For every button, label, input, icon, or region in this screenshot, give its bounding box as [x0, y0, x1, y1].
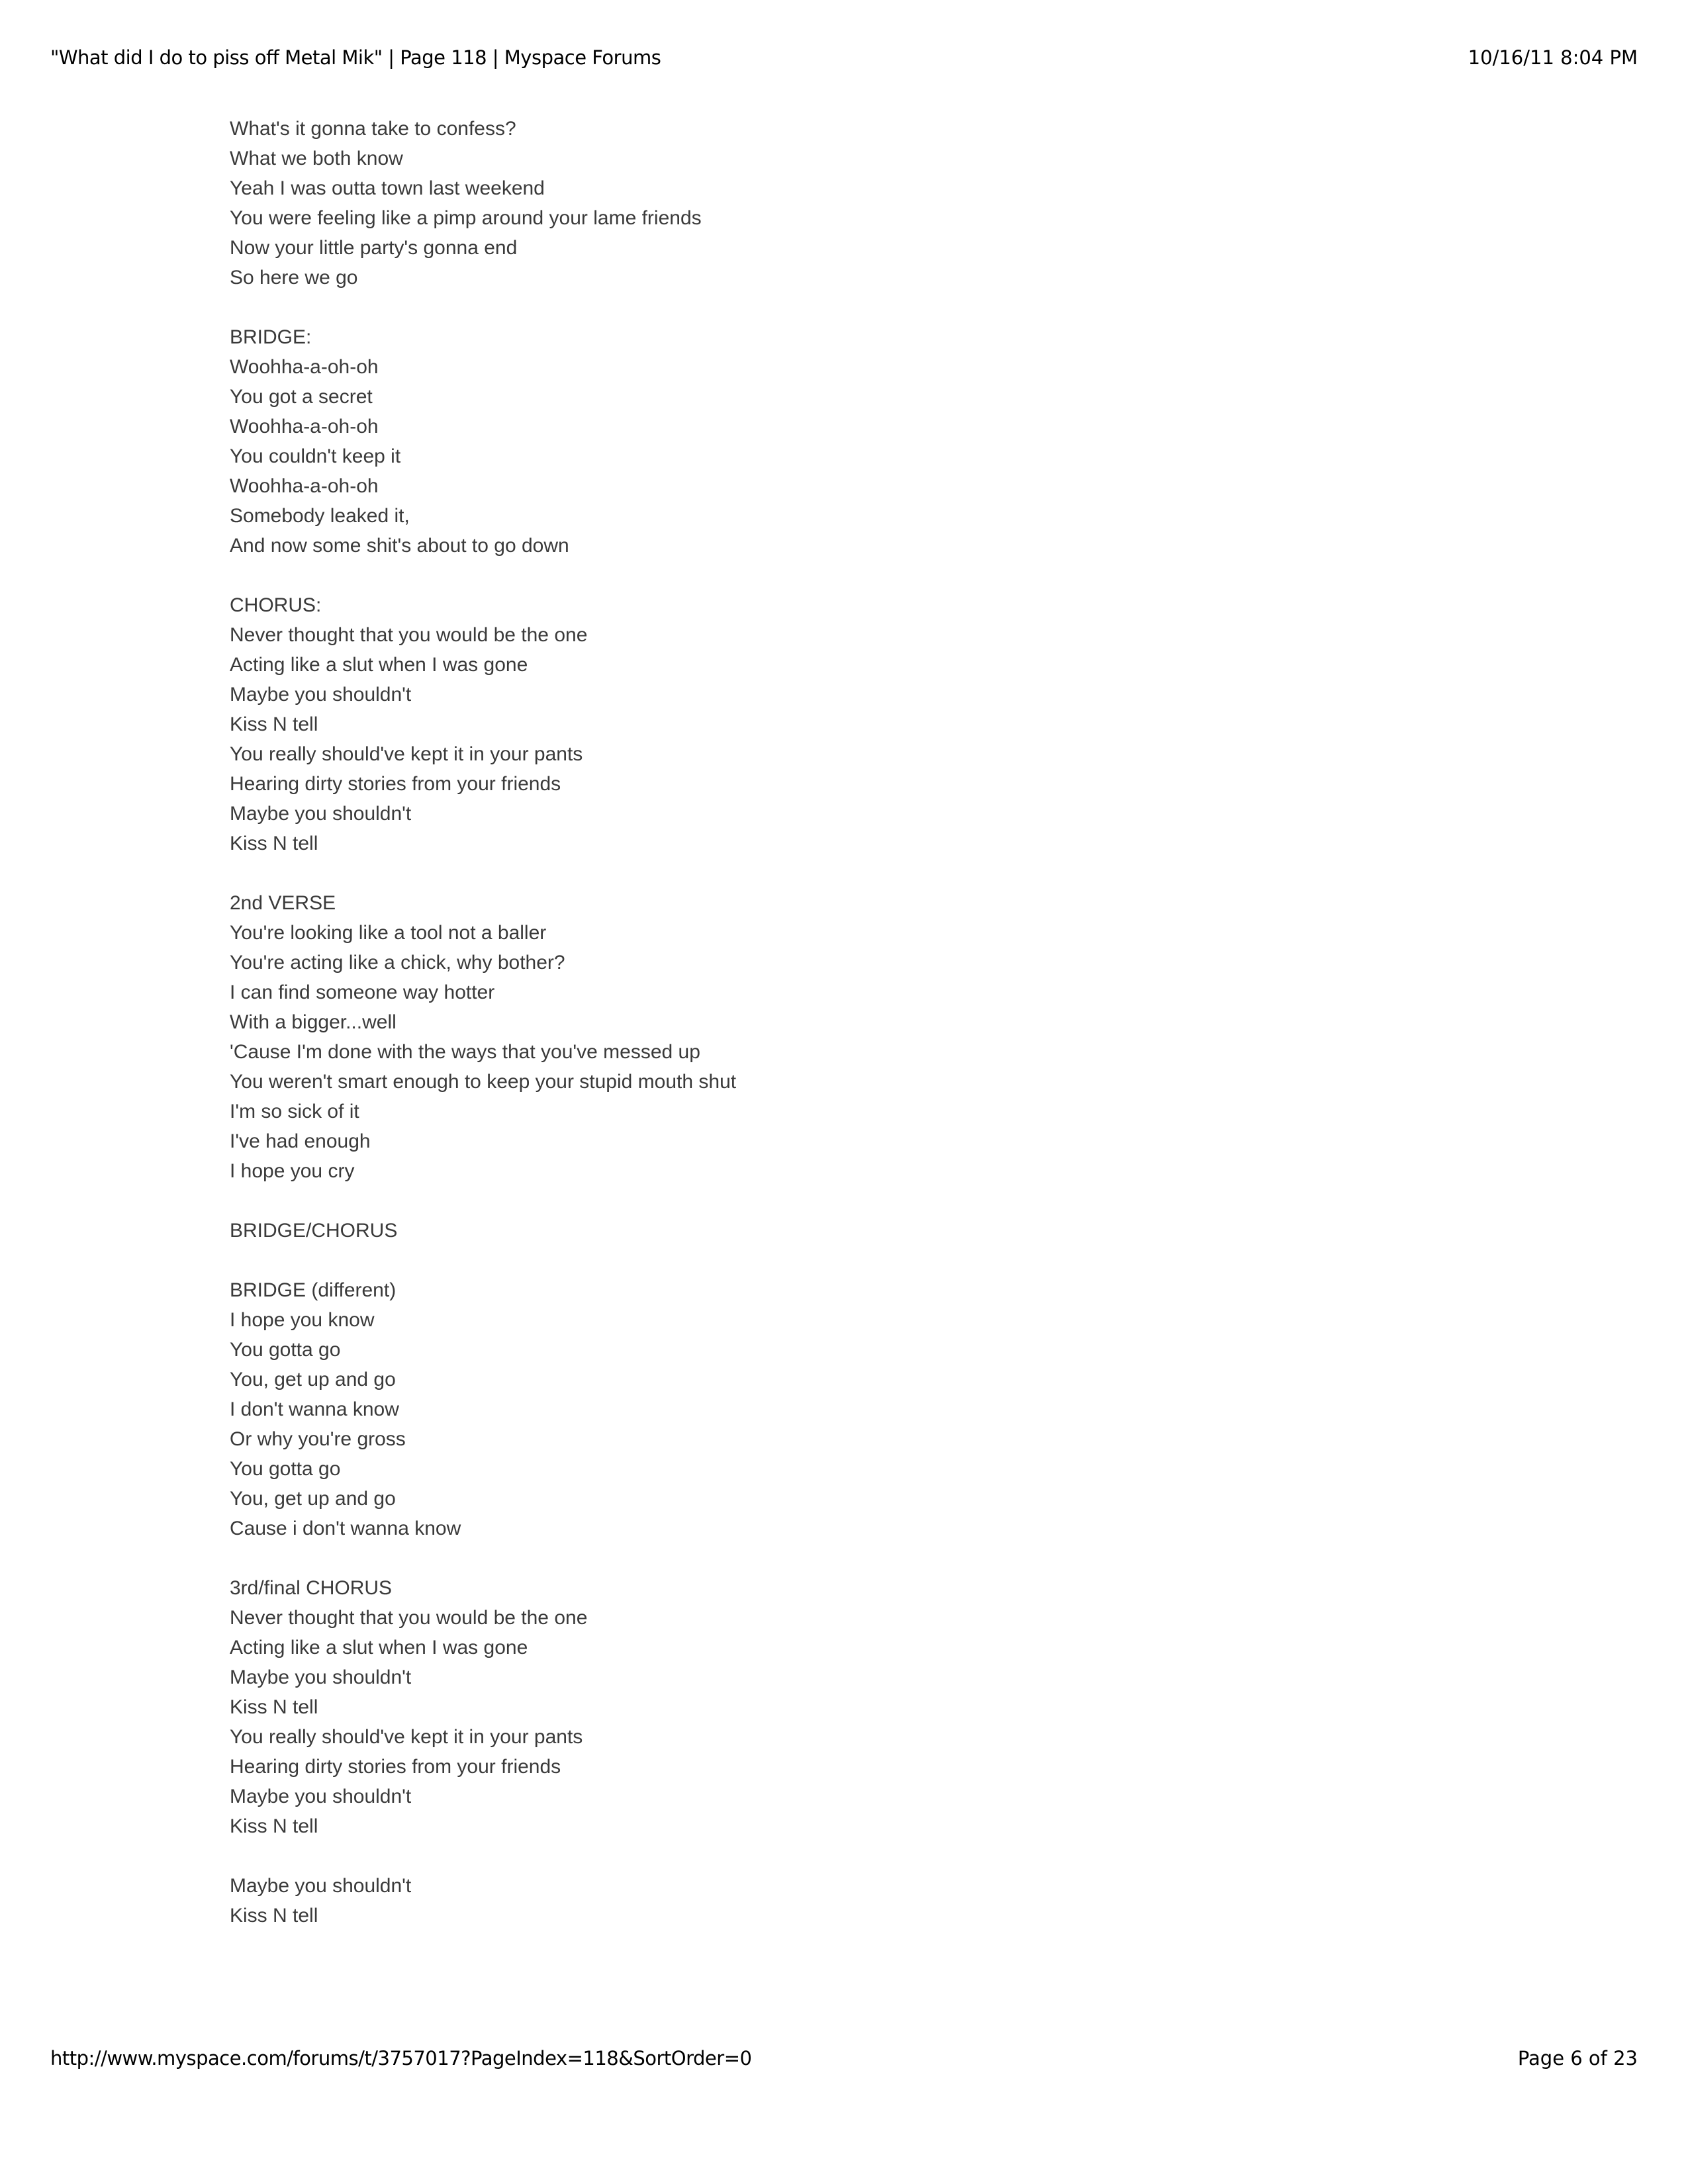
lyric-line: Acting like a slut when I was gone: [230, 654, 528, 676]
outro-section: [230, 1871, 736, 1931]
verse2-section: [230, 888, 736, 1186]
spacer: [230, 1841, 736, 1871]
lyric-line: Woohha-a-oh-oh: [230, 416, 379, 437]
lyric-line: Never thought that you would be the one: [230, 624, 588, 646]
lyric-line: Woohha-a-oh-oh: [230, 356, 379, 378]
page-url: http://www.myspace.com/forums/t/3757017?PageIndex=118&SortOrder=0: [50, 2047, 752, 2070]
lyric-line: You weren't smart enough to keep your stupid mouth shut: [230, 1071, 737, 1093]
lyric-line: Hearing dirty stories from your friends: [230, 773, 561, 795]
section-heading: BRIDGE (different): [230, 1279, 397, 1301]
lyric-line: Hearing dirty stories from your friends: [230, 1756, 561, 1778]
lyric-line: Maybe you shouldn't: [230, 803, 412, 825]
lyric-line: Maybe you shouldn't: [230, 684, 412, 705]
lyric-line: Kiss N tell: [230, 1905, 318, 1927]
lyric-line: You gotta go: [230, 1339, 341, 1361]
section-heading: 2nd VERSE: [230, 892, 336, 914]
chorus-section: [230, 590, 736, 858]
section-heading: BRIDGE/CHORUS: [230, 1220, 398, 1242]
bridge-chorus-section: [230, 1216, 736, 1246]
lyric-line: What's it gonna take to confess?: [230, 118, 516, 140]
lyric-line: With a bigger...well: [230, 1011, 397, 1033]
lyric-line: Kiss N tell: [230, 833, 318, 854]
post-body: [230, 114, 736, 1931]
lyric-line: You, get up and go: [230, 1369, 396, 1390]
lyric-line: You were feeling like a pimp around your lame friends: [230, 207, 702, 229]
bridge-section: [230, 322, 736, 561]
lyric-line: Maybe you shouldn't: [230, 1875, 412, 1897]
lyric-line: I don't wanna know: [230, 1398, 399, 1420]
final-chorus-section: [230, 1573, 736, 1841]
lyric-line: I'm so sick of it: [230, 1101, 359, 1122]
lyric-line: Maybe you shouldn't: [230, 1786, 412, 1807]
lyric-line: I can find someone way hotter: [230, 981, 495, 1003]
lyric-line: Kiss N tell: [230, 1696, 318, 1718]
lyric-line: 'Cause I'm done with the ways that you've messed up: [230, 1041, 700, 1063]
lyric-line: You really should've kept it in your pants: [230, 1726, 583, 1748]
spacer: [230, 1186, 736, 1216]
intro-section: [230, 114, 736, 293]
lyric-line: You couldn't keep it: [230, 445, 401, 467]
lyric-line: Cause i don't wanna know: [230, 1518, 461, 1539]
section-heading: 3rd/final CHORUS: [230, 1577, 393, 1599]
lyric-line: Kiss N tell: [230, 1815, 318, 1837]
print-datetime: 10/16/11 8:04 PM: [1468, 46, 1638, 69]
lyric-line: Now your little party's gonna end: [230, 237, 518, 259]
lyric-line: Or why you're gross: [230, 1428, 406, 1450]
bridge-different-section: [230, 1275, 736, 1543]
spacer: [230, 293, 736, 322]
lyric-line: Never thought that you would be the one: [230, 1607, 588, 1629]
section-heading: CHORUS:: [230, 594, 322, 616]
lyric-line: Acting like a slut when I was gone: [230, 1637, 528, 1659]
lyric-line: What we both know: [230, 148, 403, 169]
spacer: [230, 858, 736, 888]
lyric-line: And now some shit's about to go down: [230, 535, 569, 557]
lyric-line: Maybe you shouldn't: [230, 1666, 412, 1688]
lyric-line: I hope you cry: [230, 1160, 355, 1182]
section-heading: BRIDGE:: [230, 326, 312, 348]
lyric-line: You gotta go: [230, 1458, 341, 1480]
lyric-line: Yeah I was outta town last weekend: [230, 177, 545, 199]
spacer: [230, 1246, 736, 1275]
page-title: "What did I do to piss off Metal Mik" | Page 118 | Myspace Forums: [50, 46, 661, 69]
lyric-line: You really should've kept it in your pants: [230, 743, 583, 765]
lyric-line: Somebody leaked it,: [230, 505, 410, 527]
lyric-line: Woohha-a-oh-oh: [230, 475, 379, 497]
lyric-line: You're acting like a chick, why bother?: [230, 952, 565, 974]
spacer: [230, 561, 736, 590]
lyric-line: Kiss N tell: [230, 713, 318, 735]
lyric-line: You got a secret: [230, 386, 373, 408]
spacer: [230, 1543, 736, 1573]
lyric-line: I hope you know: [230, 1309, 375, 1331]
lyric-line: So here we go: [230, 267, 358, 289]
page-indicator: Page 6 of 23: [1517, 2047, 1638, 2070]
lyric-line: You, get up and go: [230, 1488, 396, 1510]
lyric-line: I've had enough: [230, 1130, 371, 1152]
lyric-line: You're looking like a tool not a baller: [230, 922, 547, 944]
